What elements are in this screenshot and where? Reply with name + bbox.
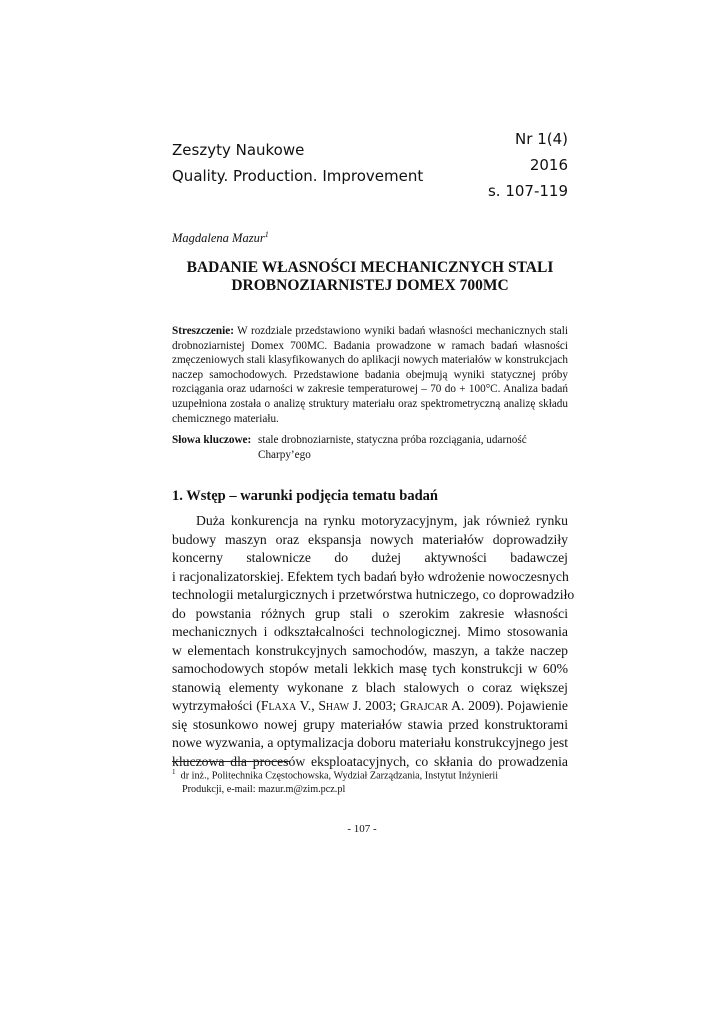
author-footnote-mark: 1 bbox=[264, 230, 269, 239]
author bbox=[172, 230, 269, 246]
footnote bbox=[172, 766, 498, 796]
issue-info bbox=[488, 126, 568, 204]
citation-text: J. 2003; bbox=[349, 698, 400, 713]
body-line-citation bbox=[172, 697, 568, 716]
footnote-mark: 1 bbox=[172, 768, 176, 776]
citation-author: Flaxa bbox=[260, 698, 297, 713]
citation-author: Shaw bbox=[318, 698, 350, 713]
journal-name bbox=[172, 137, 423, 189]
body-line: technologii metalurgicznych i przetwórstwa hutniczego, co doprowadziło bbox=[172, 587, 575, 602]
body-line: budowy maszyn oraz ekspansja nowych materiałów doprowadziły bbox=[172, 531, 568, 547]
journal-name-line2: Quality. Production. Improvement bbox=[172, 167, 424, 185]
body-paragraph bbox=[172, 512, 575, 771]
body-line: kluczowa dla procesów eksploatacyjnych, co skłania do prowadzenia bbox=[172, 753, 568, 769]
body-line: w elementach konstrukcyjnych samochodów, maszyn, a także naczep bbox=[172, 642, 568, 658]
citation-text: A. 2009). Pojawienie bbox=[448, 698, 569, 713]
section-heading: 1. Wstęp – warunki podjęcia tematu badań bbox=[172, 488, 438, 504]
body-line: koncerny stalownicze do dużej aktywności badawczej bbox=[172, 550, 568, 565]
keywords-label: Słowa kluczowe: bbox=[172, 434, 252, 446]
keywords-list bbox=[258, 433, 558, 462]
citation-text: wytrzymałości ( bbox=[172, 698, 261, 713]
abstract-text: W rozdziale przedstawiono wyniki badań własności mechanicznych stali drobnoziarnistej Domex 700MC. Badania prowadzone w ramach badań własności zmęczeniowych stali klasyfikowanych do aplikacji nowych materiałów w konstrukcjach naczep samochodowych. Przedstawione badania obejmują wyniki statycznej próby rozciągania oraz udarności w zakresie temperaturowej – 70 do + 100°C. Analiza badań uzupełniona została o analizę struktury materiału oraz spektrometryczną analizę składu chemicznego materiału. bbox=[172, 325, 568, 425]
abstract bbox=[172, 324, 568, 426]
body-line: do powstania różnych grup stali o szerokim zakresie własności bbox=[172, 605, 568, 621]
body-line: nowe wyzwania, a optymalizacja doboru materiału konstrukcyjnego jest bbox=[172, 735, 569, 750]
body-line: mechanicznych i odkształcalności technologicznej. Mimo stosowania bbox=[172, 624, 568, 639]
abstract-label: Streszczenie: bbox=[172, 325, 234, 337]
body-line: i racjonalizatorskiej. Efektem tych badań było wdrożenie nowoczesnych bbox=[172, 568, 569, 584]
page-number: - 107 - bbox=[347, 823, 377, 835]
citation-author: Grajcar bbox=[400, 698, 449, 713]
issue-year: 2016 bbox=[529, 156, 568, 174]
issue-number: Nr 1(4) bbox=[515, 130, 568, 148]
journal-name-line1: Zeszyty Naukowe bbox=[172, 141, 305, 159]
keywords-line2: Charpy’ego bbox=[258, 448, 311, 461]
body-line: Duża konkurencja na rynku motoryzacyjnym, jak również rynku bbox=[196, 513, 568, 528]
body-line: samochodowych stopów metali lekkich masę tych konstrukcji w 60% bbox=[172, 661, 568, 676]
author-name: Magdalena Mazur bbox=[172, 231, 265, 246]
footnote-line1: $^1$ dr inż., Politechnika Częstochowska, Wydział Zarządzania, Instytut Inżynierii bbox=[172, 768, 499, 782]
article-title-line1: BADANIE WŁASNOŚCI MECHANICZNYCH STALI bbox=[186, 259, 554, 276]
citation-text: V., bbox=[296, 698, 319, 713]
body-line: się stosunkowo nowej grupy materiałów stawia przed konstruktorami bbox=[172, 716, 568, 732]
article-title bbox=[172, 259, 568, 295]
article-title-line2: DROBNOZIARNISTEJ DOMEX 700MC bbox=[231, 277, 509, 294]
keywords-line1: stale drobnoziarniste, statyczna próba rozciągania, udarność bbox=[258, 434, 527, 446]
footnote-line2: Produkcji, e-mail: mazur.m@zim.pcz.pl bbox=[182, 783, 346, 795]
body-line: stanowią elementy wykonane z blach stalowych o coraz większej bbox=[172, 679, 568, 695]
issue-pages: s. 107-119 bbox=[487, 182, 568, 200]
footnote-divider bbox=[172, 761, 290, 762]
